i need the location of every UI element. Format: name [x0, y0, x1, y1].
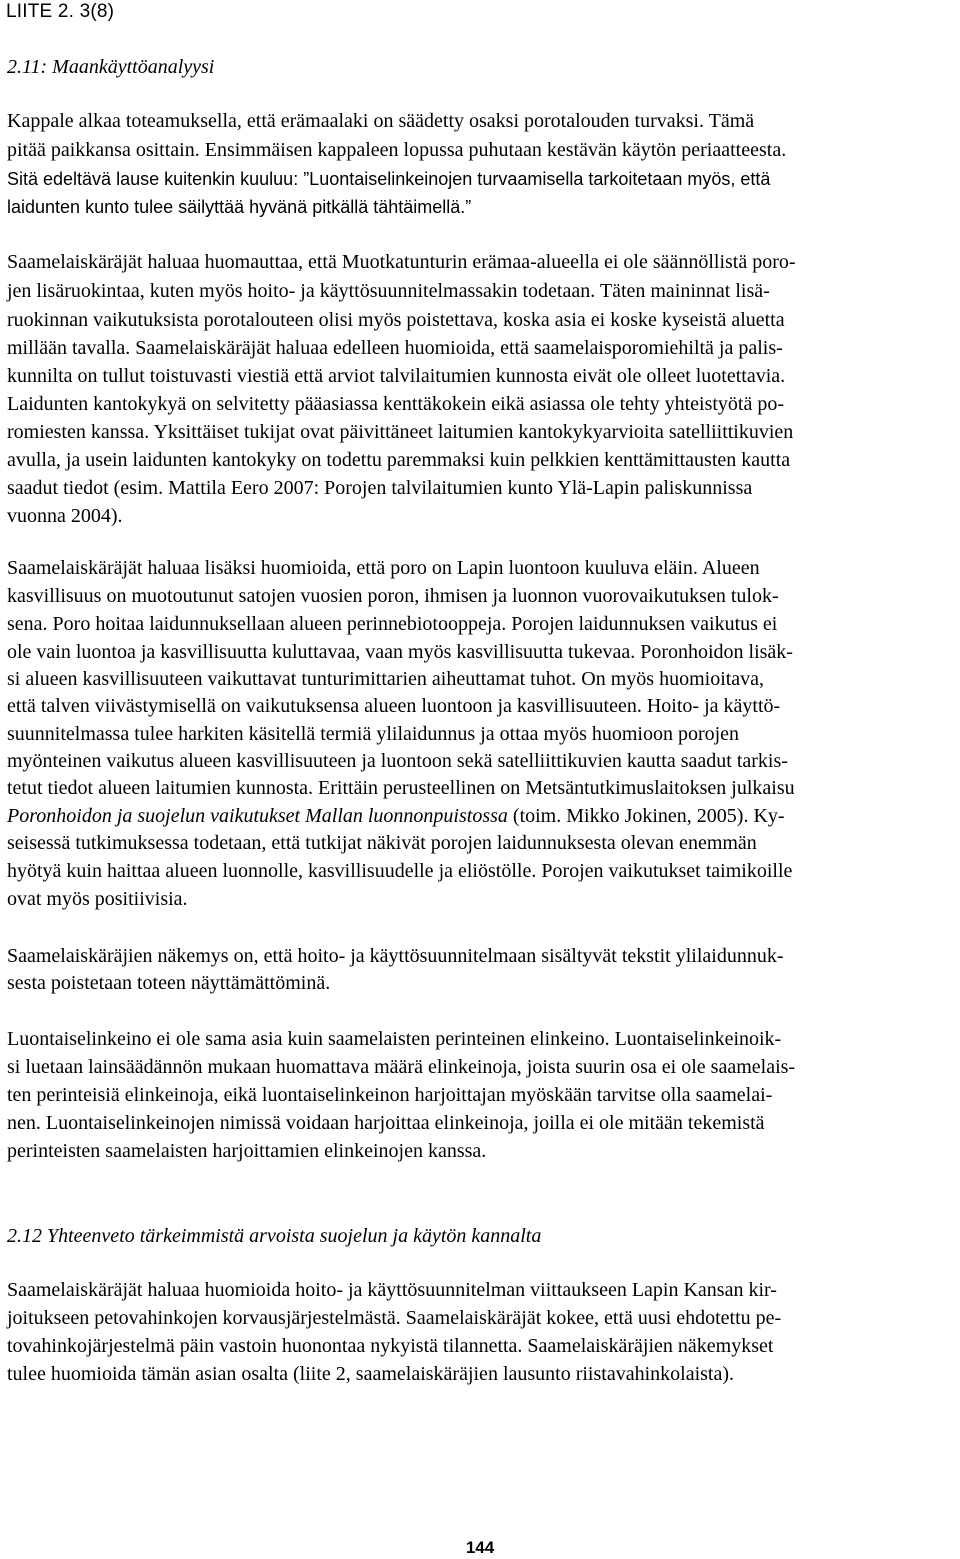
text-line: Saamelaiskäräjät haluaa lisäksi huomioida, että poro on Lapin luontoon kuuluva eläin. Alueen — [7, 557, 760, 579]
italic-publication-title: Poronhoidon ja suojelun vaikutukset Mallan luonnonpuistossa — [7, 805, 508, 827]
text-line: ruokinnan vaikutuksista porotalouteen olisi myös poistettava, koska asia ei koske kyseistä aluetta — [7, 309, 785, 331]
text-line: perinteisten saamelaisten harjoittamien elinkeinojen kanssa. — [7, 1140, 487, 1162]
text-line: avulla, ja usein laidunten kantokyky on todettu paremmaksi kuin pelkkien kenttämittausten kautta — [7, 449, 791, 471]
section-heading-2-12: 2.12 Yhteenveto tärkeimmistä arvoista suojelun ja käytön kannalta — [7, 1225, 542, 1247]
text-line: seisessä tutkimuksessa todetaan, että tutkijat näkivät porojen laidunnuksesta olevan enemmän — [7, 832, 757, 854]
text-line: kasvillisuus on muotoutunut satojen vuosien poron, ihmisen ja luonnon vuorovaikutuksen tulok- — [7, 585, 779, 607]
text-line: joitukseen petovahinkojen korvausjärjestelmästä. Saamelaiskäräjät kokee, että uusi ehdotettu pe- — [7, 1307, 782, 1329]
text-line: romiesten kanssa. Yksittäiset tukijat ovat päivittäneet laitumien kantokykyarvioita satelliittikuvien — [7, 421, 794, 443]
text-line: Luontaiselinkeino ei ole sama asia kuin saamelaisten perinteinen elinkeino. Luontaiselinkeinoik- — [7, 1028, 782, 1050]
text-line: että talven viivästymisellä on vaikutuksensa alueen luontoon ja kasvillisuuteen. Hoito- ja käyttö- — [7, 695, 781, 717]
text-line: tulee huomioida tämän asian osalta (liite 2, saamelaiskäräjien lausunto riistavahinkolaista). — [7, 1363, 735, 1385]
text-line: tovahinkojärjestelmä päin vastoin huonontaa nykyistä tilannetta. Saamelaiskäräjien näkemykset — [7, 1335, 774, 1357]
text-line: vuonna 2004). — [7, 505, 123, 527]
text-line: millään tavalla. Saamelaiskäräjät haluaa edelleen huomioida, että saamelaisporomiehiltä ja palis- — [7, 337, 783, 359]
text-line: ole vain luontoa ja kasvillisuutta kuluttavaa, vaan myös kasvillisuutta tukevaa. Poronhoidon lisäk- — [7, 641, 793, 663]
text-line: Kappale alkaa toteamuksella, että erämaalaki on säädetty osaksi porotalouden turvaksi. Tämä — [7, 110, 755, 132]
attachment-header: LIITE 2. 3(8) — [6, 1, 115, 22]
text-line: Saamelaiskäräjät haluaa huomioida hoito- ja käyttösuunnitelman viittaukseen Lapin Kansan kir- — [7, 1279, 777, 1301]
text-line: ovat myös positiivisia. — [7, 888, 188, 910]
section-heading-2-11: 2.11: Maankäyttöanalyysi — [7, 56, 215, 78]
text-line: jen lisäruokintaa, kuten myös hoito- ja käyttösuunnitelmassakin todetaan. Täten maininnat lisä- — [7, 280, 770, 302]
text-line: Sitä edeltävä lause kuitenkin kuuluu: ”Luontaiselinkeinojen turvaamisella tarkoitetaan myös, että — [7, 169, 771, 189]
text-line: hyötyä kuin haittaa alueen luonnolle, kasvillisuudelle ja eliöstölle. Porojen vaikutukset taimikoille — [7, 860, 793, 882]
text-line: sena. Poro hoitaa laidunnuksellaan alueen perinnebiotooppeja. Porojen laidunnuksen vaikutus ei — [7, 613, 778, 635]
text-line: suunnitelmassa tulee harkiten käsitellä termiä ylilaidunnus ja ottaa myös huomioon porojen — [7, 723, 740, 745]
text-line: sesta poistetaan toteen näyttämättöminä. — [7, 972, 331, 994]
text-line: Laidunten kantokykyä on selvitetty pääasiassa kenttäkokein eikä asiassa ole tehty yhteistyötä po- — [7, 393, 785, 415]
publication-citation: (toim. Mikko Jokinen, 2005). Ky- — [507, 805, 785, 827]
text-line: Saamelaiskäräjien näkemys on, että hoito- ja käyttösuunnitelmaan sisältyvät tekstit ylilaidunnuk- — [7, 945, 784, 967]
text-line: tetut tiedot alueen laitumien kunnosta. Erittäin perusteellinen on Metsäntutkimuslaitoksen julkaisu — [7, 777, 795, 799]
text-line: myönteinen vaikutus alueen kasvillisuuteen ja luontoon sekä satelliittikuvien kautta saadut tarkis- — [7, 750, 788, 772]
text-line: kunnilta on tullut toistuvasti viestiä että arviot talvilaitumien kunnosta eivät ole olleet luotettavia. — [7, 365, 786, 387]
text-line: Saamelaiskäräjät haluaa huomauttaa, että Muotkatunturin erämaa-alueella ei ole säännöllistä poro- — [7, 251, 796, 273]
text-line: nen. Luontaiselinkeinojen nimissä voidaan harjoittaa elinkeinoja, joilla ei ole mitään tekemistä — [7, 1112, 765, 1134]
text-line: pitää paikkansa osittain. Ensimmäisen kappaleen lopussa puhutaan kestävän käytön periaatteesta. — [7, 139, 787, 161]
page-number: 144 — [465, 1538, 495, 1557]
text-line: si alueen kasvillisuuteen vaikuttavat tunturimittarien aiheuttamat tuhot. On myös huomioitava, — [7, 668, 765, 690]
text-line: saadut tiedot (esim. Mattila Eero 2007: Porojen talvilaitumien kunto Ylä-Lapin paliskunnissa — [7, 477, 753, 499]
text-line-with-italic-title — [7, 804, 785, 828]
text-line: si luetaan lainsäädännön mukaan huomattava määrä elinkeinoja, joista suurin osa ei ole saamelais- — [7, 1056, 796, 1078]
text-line: ten perinteisiä elinkeinoja, eikä luontaiselinkeinon harjoittajan myöskään tarvitse olla saamelai- — [7, 1084, 773, 1106]
text-line: laidunten kunto tulee säilyttää hyvänä pitkällä tähtäimellä.” — [7, 197, 472, 217]
